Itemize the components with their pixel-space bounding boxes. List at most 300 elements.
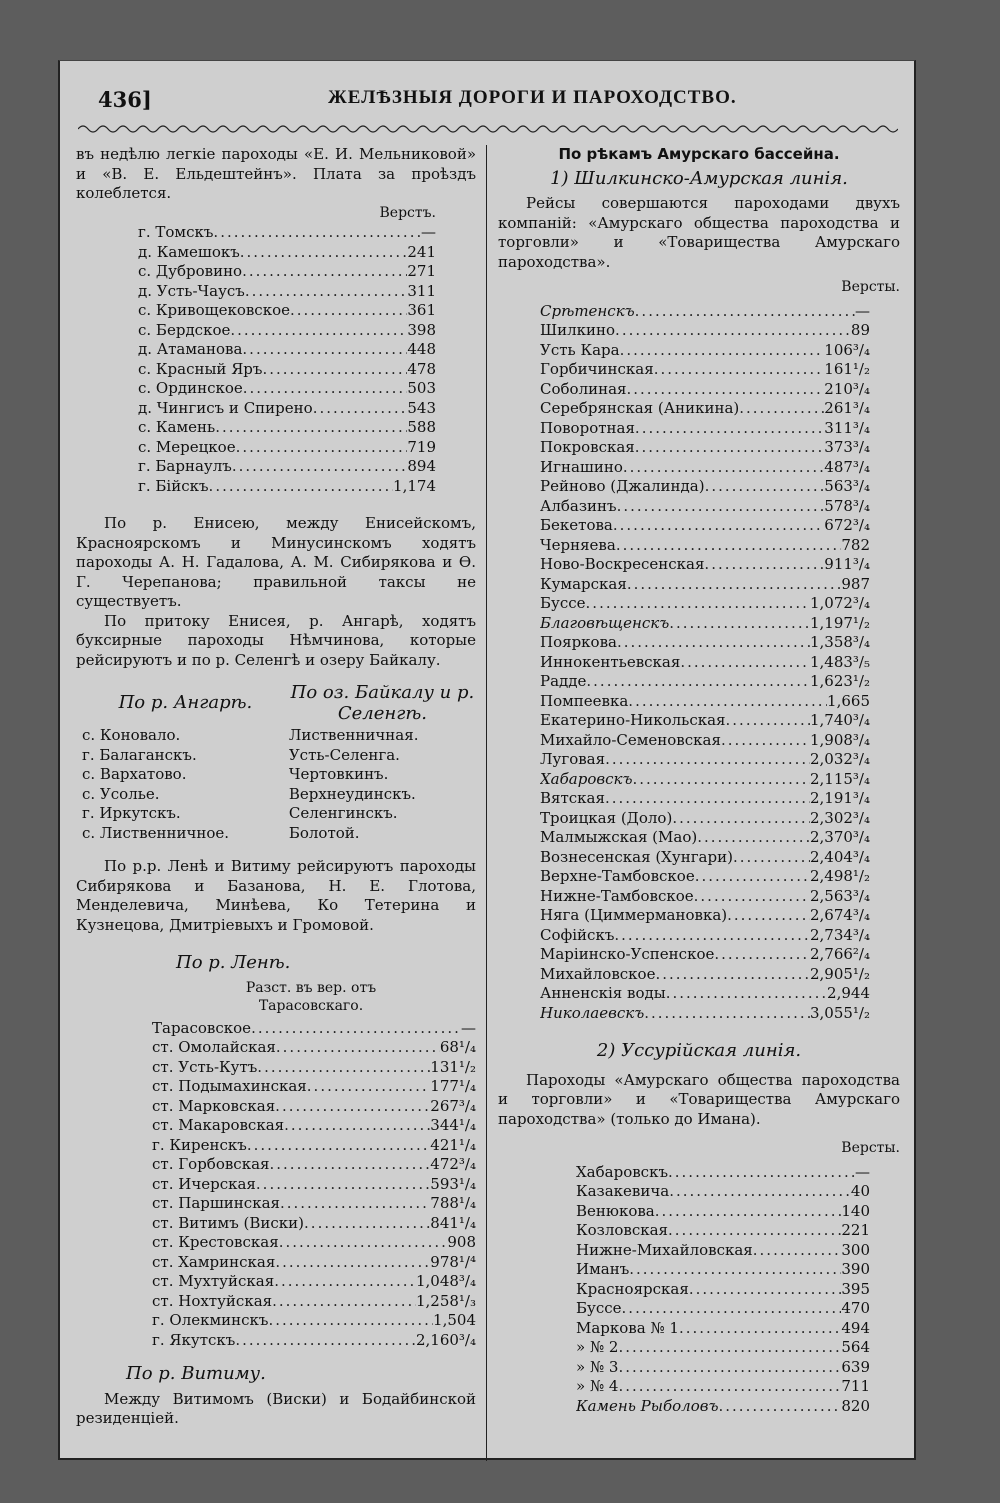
station-name: » № 4 bbox=[576, 1377, 619, 1395]
leader-dots bbox=[733, 848, 810, 868]
station-name: Вознесенская (Хунгари) bbox=[540, 847, 733, 866]
table-row bbox=[152, 1311, 476, 1331]
leader-dots bbox=[629, 1260, 841, 1280]
shilka-paragraph: Рейсы совершаются пароходами двухъ компаній: «Амурскаго общества пароходства и торговли» и «Товарищества Амурскаго пароходства». bbox=[498, 194, 900, 271]
station-name: ст. Марковская bbox=[152, 1096, 276, 1115]
leader-dots bbox=[605, 750, 810, 770]
station-name: Буссе bbox=[540, 594, 586, 612]
table-row bbox=[138, 340, 436, 360]
leader-dots bbox=[605, 789, 810, 809]
distance-value: 1,740³/₄ bbox=[809, 711, 870, 729]
ussuri-heading: 2) Уссурійская линія. bbox=[596, 1040, 802, 1061]
leader-dots bbox=[672, 809, 810, 829]
distance-value: 68¹/₄ bbox=[439, 1038, 476, 1056]
table-row bbox=[540, 380, 870, 400]
table-row bbox=[540, 653, 870, 673]
distance-value: 221 bbox=[841, 1221, 870, 1239]
tomsk-route-table bbox=[76, 223, 476, 496]
leader-dots bbox=[270, 1155, 431, 1175]
station-name: ст. Омолайская bbox=[152, 1038, 276, 1056]
leader-dots bbox=[719, 1397, 842, 1417]
distance-value: 311³/₄ bbox=[824, 418, 870, 437]
distance-value: 2,404³/₄ bbox=[809, 847, 870, 866]
station-name: Красноярская bbox=[576, 1279, 689, 1298]
shilka-heading: 1) Шилкинско-Амурская линія. bbox=[550, 167, 848, 189]
station-name: Поворотная bbox=[540, 418, 635, 437]
table-row bbox=[540, 438, 870, 458]
leader-dots bbox=[586, 594, 810, 614]
leader-dots bbox=[714, 945, 810, 965]
distance-value: 2,032³/₄ bbox=[809, 750, 870, 768]
intro-paragraph: въ недѣлю легкіе пароходы «Е. И. Мельниковой» и «В. Е. Ельдештейнъ». Плата за проѣздъ колеблется. bbox=[76, 145, 476, 202]
table-row bbox=[576, 1221, 870, 1241]
station-name: Маркова № 1 bbox=[576, 1318, 679, 1337]
station-name: Черняева bbox=[540, 535, 616, 554]
table-row bbox=[540, 419, 870, 439]
leader-dots bbox=[615, 321, 851, 341]
leader-dots bbox=[242, 262, 407, 282]
station-name: » № 2 bbox=[576, 1338, 619, 1356]
station-name: Иннокентьевская bbox=[540, 652, 681, 671]
leader-dots bbox=[247, 1136, 430, 1156]
distance-value: 1,174 bbox=[393, 476, 436, 495]
vitim-heading: По р. Витиму. bbox=[126, 1363, 266, 1384]
station-name: г. Томскъ bbox=[138, 223, 214, 241]
table-row bbox=[576, 1280, 870, 1300]
leader-dots bbox=[635, 438, 825, 458]
leader-dots bbox=[628, 692, 827, 712]
table-row bbox=[540, 809, 870, 829]
table-row bbox=[138, 477, 436, 497]
leader-dots bbox=[694, 887, 810, 907]
station-name: д. Атаманова bbox=[138, 340, 243, 358]
distance-value: 593¹/₄ bbox=[430, 1174, 476, 1193]
distance-value: 161¹/₂ bbox=[824, 360, 870, 378]
distance-value: 300 bbox=[841, 1240, 870, 1259]
table-row bbox=[138, 243, 436, 263]
leader-dots bbox=[655, 965, 810, 985]
distance-value: 487³/₄ bbox=[824, 457, 870, 476]
station-name: Горбичинская bbox=[540, 360, 654, 378]
table-row bbox=[540, 965, 870, 985]
leader-dots bbox=[679, 1319, 841, 1339]
leader-dots bbox=[586, 672, 810, 692]
station-name: ст. Крестовская bbox=[152, 1233, 279, 1251]
leader-dots bbox=[668, 1221, 841, 1241]
station-name: Николаевскъ bbox=[540, 1003, 645, 1022]
leader-dots bbox=[616, 536, 842, 556]
station-name: Малмыжская (Мао) bbox=[540, 828, 698, 846]
table-row bbox=[576, 1397, 870, 1417]
list-item: с. Лиственничное. bbox=[82, 823, 230, 842]
station-name: Иманъ bbox=[576, 1260, 630, 1278]
distance-value: 1,908³/₄ bbox=[809, 730, 870, 749]
baikal-list bbox=[289, 682, 476, 843]
table-row bbox=[152, 1058, 476, 1078]
table-row bbox=[540, 555, 870, 575]
leader-dots bbox=[721, 731, 810, 751]
table-row bbox=[540, 731, 870, 751]
station-name: Покровская bbox=[540, 438, 635, 456]
station-name: Срѣтенскъ bbox=[540, 301, 635, 320]
distance-value: 177¹/₄ bbox=[430, 1077, 476, 1095]
table-row bbox=[152, 1155, 476, 1175]
list-item: г. Иркутскъ. bbox=[82, 804, 181, 822]
distance-value: 820 bbox=[841, 1396, 870, 1415]
distance-value: — bbox=[855, 301, 870, 320]
leader-dots bbox=[697, 828, 810, 848]
table-row bbox=[540, 1004, 870, 1024]
table-row bbox=[138, 438, 436, 458]
table-row bbox=[138, 301, 436, 321]
distance-value: 395 bbox=[841, 1279, 870, 1298]
distance-value: 361 bbox=[407, 301, 436, 319]
table-row bbox=[540, 906, 870, 926]
station-name: с. Ординское bbox=[138, 379, 243, 397]
leader-dots bbox=[275, 1097, 430, 1117]
station-name: д. Усть-Чаусъ bbox=[138, 281, 245, 300]
leader-dots bbox=[274, 1272, 416, 1292]
station-name: Ново-Воскресенская bbox=[540, 555, 705, 573]
list-item: Чертовкинъ. bbox=[288, 765, 389, 783]
table-row bbox=[138, 379, 436, 399]
leader-dots bbox=[215, 418, 407, 438]
table-row bbox=[152, 1019, 476, 1039]
leader-dots bbox=[272, 1292, 416, 1312]
leader-dots bbox=[704, 555, 824, 575]
station-name: Анненскія воды bbox=[540, 984, 666, 1002]
table-row bbox=[540, 321, 870, 341]
ussuri-paragraph: Пароходы «Амурскаго общества пароходства и торговли» и «Товарищества Амурскаго пароходства» (только до Имана). bbox=[498, 1070, 900, 1128]
distance-value: 2,498¹/₂ bbox=[809, 867, 870, 885]
distance-value: 672³/₄ bbox=[824, 516, 870, 534]
distance-value: 494 bbox=[841, 1318, 870, 1337]
leader-dots bbox=[280, 1194, 430, 1214]
station-name: Соболиная bbox=[540, 379, 627, 398]
station-name: Няга (Циммермановка) bbox=[540, 906, 728, 924]
table-row bbox=[540, 750, 870, 770]
table-row bbox=[576, 1319, 870, 1339]
angara-baikal-lists bbox=[76, 682, 476, 843]
distance-value: 1,197¹/₂ bbox=[809, 613, 870, 632]
table-row bbox=[138, 418, 436, 438]
station-name: Козловская bbox=[576, 1221, 669, 1239]
station-name: ст. Подымахинская bbox=[152, 1077, 307, 1095]
distance-value: 2,944 bbox=[827, 984, 870, 1002]
station-name: Нижне-Михайловская bbox=[576, 1240, 753, 1259]
list-item: Лиственничная. bbox=[288, 726, 419, 744]
distance-value: 841¹/₄ bbox=[430, 1213, 476, 1232]
leader-dots bbox=[689, 1280, 842, 1300]
tomsk-column-header: Верстъ. bbox=[379, 204, 436, 221]
distance-value: 344¹/₄ bbox=[430, 1116, 476, 1134]
table-row bbox=[152, 1175, 476, 1195]
table-row bbox=[540, 633, 870, 653]
table-row bbox=[540, 575, 870, 595]
station-name: ст. Нохтуйская bbox=[152, 1291, 273, 1310]
distance-value: 911³/₄ bbox=[824, 555, 870, 573]
station-name: Кумарская bbox=[540, 574, 627, 593]
station-name: Троицкая (Доло) bbox=[540, 808, 673, 827]
list-item: г. Балаганскъ. bbox=[82, 745, 197, 764]
leader-dots bbox=[240, 243, 408, 263]
station-name: ст. Мухтуйская bbox=[152, 1272, 275, 1290]
table-row bbox=[152, 1233, 476, 1253]
station-name: ст. Хамринская bbox=[152, 1252, 276, 1271]
station-name: с. Дубровино bbox=[138, 262, 243, 280]
leader-dots bbox=[644, 1004, 810, 1024]
table-row bbox=[540, 477, 870, 497]
station-name: Венюкова bbox=[576, 1201, 655, 1220]
station-name: Михайло-Семеновская bbox=[540, 730, 721, 749]
table-row bbox=[152, 1136, 476, 1156]
list-item: с. Коновало. bbox=[82, 726, 181, 744]
angara-list bbox=[76, 682, 289, 843]
distance-value: 543 bbox=[407, 398, 436, 417]
leader-dots bbox=[635, 419, 824, 439]
distance-value: 2,563³/₄ bbox=[809, 886, 870, 905]
station-name: Хабаровскъ bbox=[576, 1162, 668, 1181]
decorative-rule bbox=[78, 121, 898, 137]
table-row bbox=[152, 1253, 476, 1273]
leader-dots bbox=[627, 575, 842, 595]
leader-dots bbox=[726, 711, 810, 731]
station-name: с. Красный Яръ bbox=[138, 359, 263, 378]
list-item: с. Вархатово. bbox=[82, 765, 187, 783]
distance-value: 1,072³/₄ bbox=[809, 594, 870, 612]
table-row bbox=[540, 672, 870, 692]
station-name: Албазинъ bbox=[540, 496, 617, 515]
distance-value: 2,905¹/₂ bbox=[809, 964, 870, 983]
table-row bbox=[540, 614, 870, 634]
angara-paragraph: По притоку Енисея, р. Ангарѣ, ходятъ буксирные пароходы Нѣмчинова, которые рейсируютъ и по р. Селенгѣ и озеру Байкалу. bbox=[76, 611, 476, 669]
distance-value: 478 bbox=[407, 359, 436, 378]
distance-value: 987 bbox=[841, 574, 870, 593]
station-name: Екатерино-Никольская bbox=[540, 711, 726, 729]
table-row bbox=[540, 828, 870, 848]
station-name: ст. Ичерская bbox=[152, 1174, 256, 1193]
distance-value: 472³/₄ bbox=[430, 1155, 476, 1173]
leader-dots bbox=[654, 360, 825, 380]
station-name: Буссе bbox=[576, 1299, 622, 1317]
distance-value: 261³/₄ bbox=[824, 399, 870, 417]
station-name: » № 3 bbox=[576, 1357, 619, 1376]
table-row bbox=[152, 1097, 476, 1117]
table-row bbox=[576, 1338, 870, 1358]
leader-dots bbox=[313, 399, 408, 419]
leader-dots bbox=[635, 302, 855, 322]
distance-value: 267³/₄ bbox=[430, 1096, 476, 1115]
station-name: Михайловское bbox=[540, 964, 656, 983]
distance-value: 1,048³/₄ bbox=[415, 1272, 476, 1290]
station-name: г. Бійскъ bbox=[138, 476, 209, 495]
distance-value: 2,370³/₄ bbox=[809, 828, 870, 846]
station-name: Софійскъ bbox=[540, 925, 615, 944]
leader-dots bbox=[739, 399, 824, 419]
leader-dots bbox=[257, 1058, 430, 1078]
leader-dots bbox=[614, 926, 810, 946]
leader-dots bbox=[268, 1311, 433, 1331]
leader-dots bbox=[617, 633, 810, 653]
distance-value: 639 bbox=[841, 1357, 870, 1376]
distance-value: 3,055¹/₂ bbox=[809, 1003, 870, 1022]
station-name: Игнашино bbox=[540, 457, 623, 476]
table-row bbox=[540, 945, 870, 965]
distance-value: 1,504 bbox=[433, 1311, 476, 1329]
station-name: Казакевича bbox=[576, 1182, 670, 1200]
distance-value: 578³/₄ bbox=[824, 496, 870, 515]
distance-value: 563³/₄ bbox=[824, 477, 870, 495]
table-row bbox=[540, 711, 870, 731]
distance-value: 894 bbox=[407, 457, 436, 475]
distance-value: 241 bbox=[407, 242, 436, 261]
leader-dots bbox=[618, 1358, 841, 1378]
leader-dots bbox=[727, 906, 810, 926]
distance-value: 311 bbox=[407, 281, 436, 300]
distance-value: 2,674³/₄ bbox=[809, 906, 870, 924]
station-name: Серебрянская (Аникина) bbox=[540, 399, 740, 417]
station-name: Усть Кара bbox=[540, 340, 620, 359]
leader-dots bbox=[235, 1331, 416, 1351]
leader-dots bbox=[623, 458, 824, 478]
distance-value: 711 bbox=[841, 1377, 870, 1395]
distance-value: 2,160³/₄ bbox=[415, 1330, 476, 1349]
leader-dots bbox=[620, 341, 825, 361]
distance-value: 2,191³/₄ bbox=[809, 789, 870, 807]
leader-dots bbox=[245, 282, 408, 302]
leader-dots bbox=[251, 1019, 461, 1039]
distance-value: 978¹/⁴ bbox=[430, 1252, 476, 1271]
left-column bbox=[76, 145, 476, 1429]
distance-value: 1,258¹/₃ bbox=[415, 1291, 476, 1310]
leader-dots bbox=[666, 984, 827, 1004]
leader-dots bbox=[243, 379, 408, 399]
station-name: Луговая bbox=[540, 750, 606, 768]
table-row bbox=[540, 692, 870, 712]
distance-value: 1,483³/₅ bbox=[809, 652, 870, 671]
leader-dots bbox=[669, 614, 810, 634]
station-name: ст. Паршинская bbox=[152, 1194, 280, 1212]
leader-dots bbox=[213, 223, 421, 243]
station-name: ст. Усть-Кутъ bbox=[152, 1057, 258, 1076]
table-row bbox=[152, 1331, 476, 1351]
leader-dots bbox=[753, 1241, 842, 1261]
station-name: Верхне-Тамбовское bbox=[540, 867, 695, 885]
distance-value: — bbox=[855, 1162, 870, 1181]
leader-dots bbox=[617, 497, 825, 517]
list-item: с. Усолье. bbox=[82, 784, 160, 803]
station-name: ст. Макаровская bbox=[152, 1116, 285, 1134]
page-number: 436] bbox=[98, 87, 152, 112]
distance-value: 788¹/₄ bbox=[430, 1194, 476, 1212]
distance-value: — bbox=[421, 223, 436, 241]
station-name: д. Камешокъ bbox=[138, 242, 240, 261]
leader-dots bbox=[242, 340, 407, 360]
distance-value: 448 bbox=[407, 340, 436, 358]
table-row bbox=[540, 984, 870, 1004]
station-name: Нижне-Тамбовское bbox=[540, 886, 694, 905]
distance-value: 1,623¹/₂ bbox=[809, 672, 870, 690]
leader-dots bbox=[275, 1253, 430, 1273]
amur-heading: По рѣкамъ Амурскаго бассейна. bbox=[558, 145, 840, 163]
station-name: Рейново (Джалинда) bbox=[540, 477, 705, 495]
table-row bbox=[138, 360, 436, 380]
distance-value: 131¹/₂ bbox=[430, 1057, 476, 1076]
vitim-paragraph: Между Витимомъ (Виски) и Бодайбинской резиденціей. bbox=[76, 1389, 476, 1427]
leader-dots bbox=[256, 1175, 430, 1195]
table-row bbox=[138, 399, 436, 419]
leader-dots bbox=[304, 1214, 430, 1234]
table-row bbox=[576, 1260, 870, 1280]
table-row bbox=[152, 1214, 476, 1234]
station-name: г. Киренскъ bbox=[152, 1135, 247, 1154]
lena-heading: По р. Ленѣ. bbox=[176, 952, 291, 973]
distance-value: 106³/₄ bbox=[824, 340, 870, 359]
station-name: Благовѣщенскъ bbox=[540, 613, 670, 632]
distance-value: 908 bbox=[447, 1233, 476, 1251]
leader-dots bbox=[618, 1377, 841, 1397]
leader-dots bbox=[618, 1338, 841, 1358]
list-item: Усть-Селенга. bbox=[288, 745, 400, 764]
table-row bbox=[576, 1182, 870, 1202]
station-name: ст. Горбовская bbox=[152, 1155, 270, 1173]
table-row bbox=[576, 1202, 870, 1222]
table-row bbox=[540, 926, 870, 946]
station-name: д. Чингисъ и Спирено bbox=[138, 398, 313, 417]
column-divider bbox=[486, 145, 487, 1461]
station-name: Хабаровскъ bbox=[540, 769, 633, 788]
distance-value: 271 bbox=[407, 262, 436, 280]
station-name: Помпеевка bbox=[540, 691, 629, 710]
table-row bbox=[540, 302, 870, 322]
angara-heading: По р. Ангарѣ. bbox=[118, 692, 253, 713]
station-name: Радде bbox=[540, 672, 587, 690]
station-name: ст. Витимъ (Виски) bbox=[152, 1213, 305, 1232]
distance-value: 2,734³/₄ bbox=[809, 925, 870, 944]
table-row bbox=[152, 1194, 476, 1214]
station-name: Вятская bbox=[540, 789, 605, 807]
station-name: Камень Рыболовъ bbox=[576, 1396, 719, 1415]
leader-dots bbox=[279, 1233, 448, 1253]
station-name: Пояркова bbox=[540, 633, 617, 651]
station-name: с. Камень bbox=[138, 418, 216, 436]
distance-value: 719 bbox=[407, 437, 436, 456]
station-name: Бекетова bbox=[540, 516, 613, 534]
station-name: Тарасовское bbox=[152, 1018, 252, 1037]
station-name: г. Олекминскъ bbox=[152, 1311, 269, 1329]
table-row bbox=[152, 1116, 476, 1136]
distance-value: 564 bbox=[841, 1338, 870, 1356]
table-row bbox=[540, 887, 870, 907]
distance-value: 2,115³/₄ bbox=[809, 769, 870, 788]
table-row bbox=[540, 399, 870, 419]
distance-value: 89 bbox=[850, 321, 870, 339]
distance-value: 210³/₄ bbox=[824, 379, 870, 398]
table-row bbox=[138, 223, 436, 243]
leader-dots bbox=[668, 1163, 855, 1183]
distance-value: 373³/₄ bbox=[824, 438, 870, 456]
table-row bbox=[152, 1292, 476, 1312]
leader-dots bbox=[284, 1116, 430, 1136]
table-row bbox=[138, 457, 436, 477]
distance-value: 390 bbox=[841, 1260, 870, 1278]
station-name: Маріинско-Успенское bbox=[540, 945, 715, 963]
table-row bbox=[540, 341, 870, 361]
station-name: г. Якутскъ bbox=[152, 1330, 236, 1349]
shilka-route-table bbox=[498, 302, 900, 1024]
distance-value: 140 bbox=[841, 1201, 870, 1220]
table-row bbox=[540, 536, 870, 556]
